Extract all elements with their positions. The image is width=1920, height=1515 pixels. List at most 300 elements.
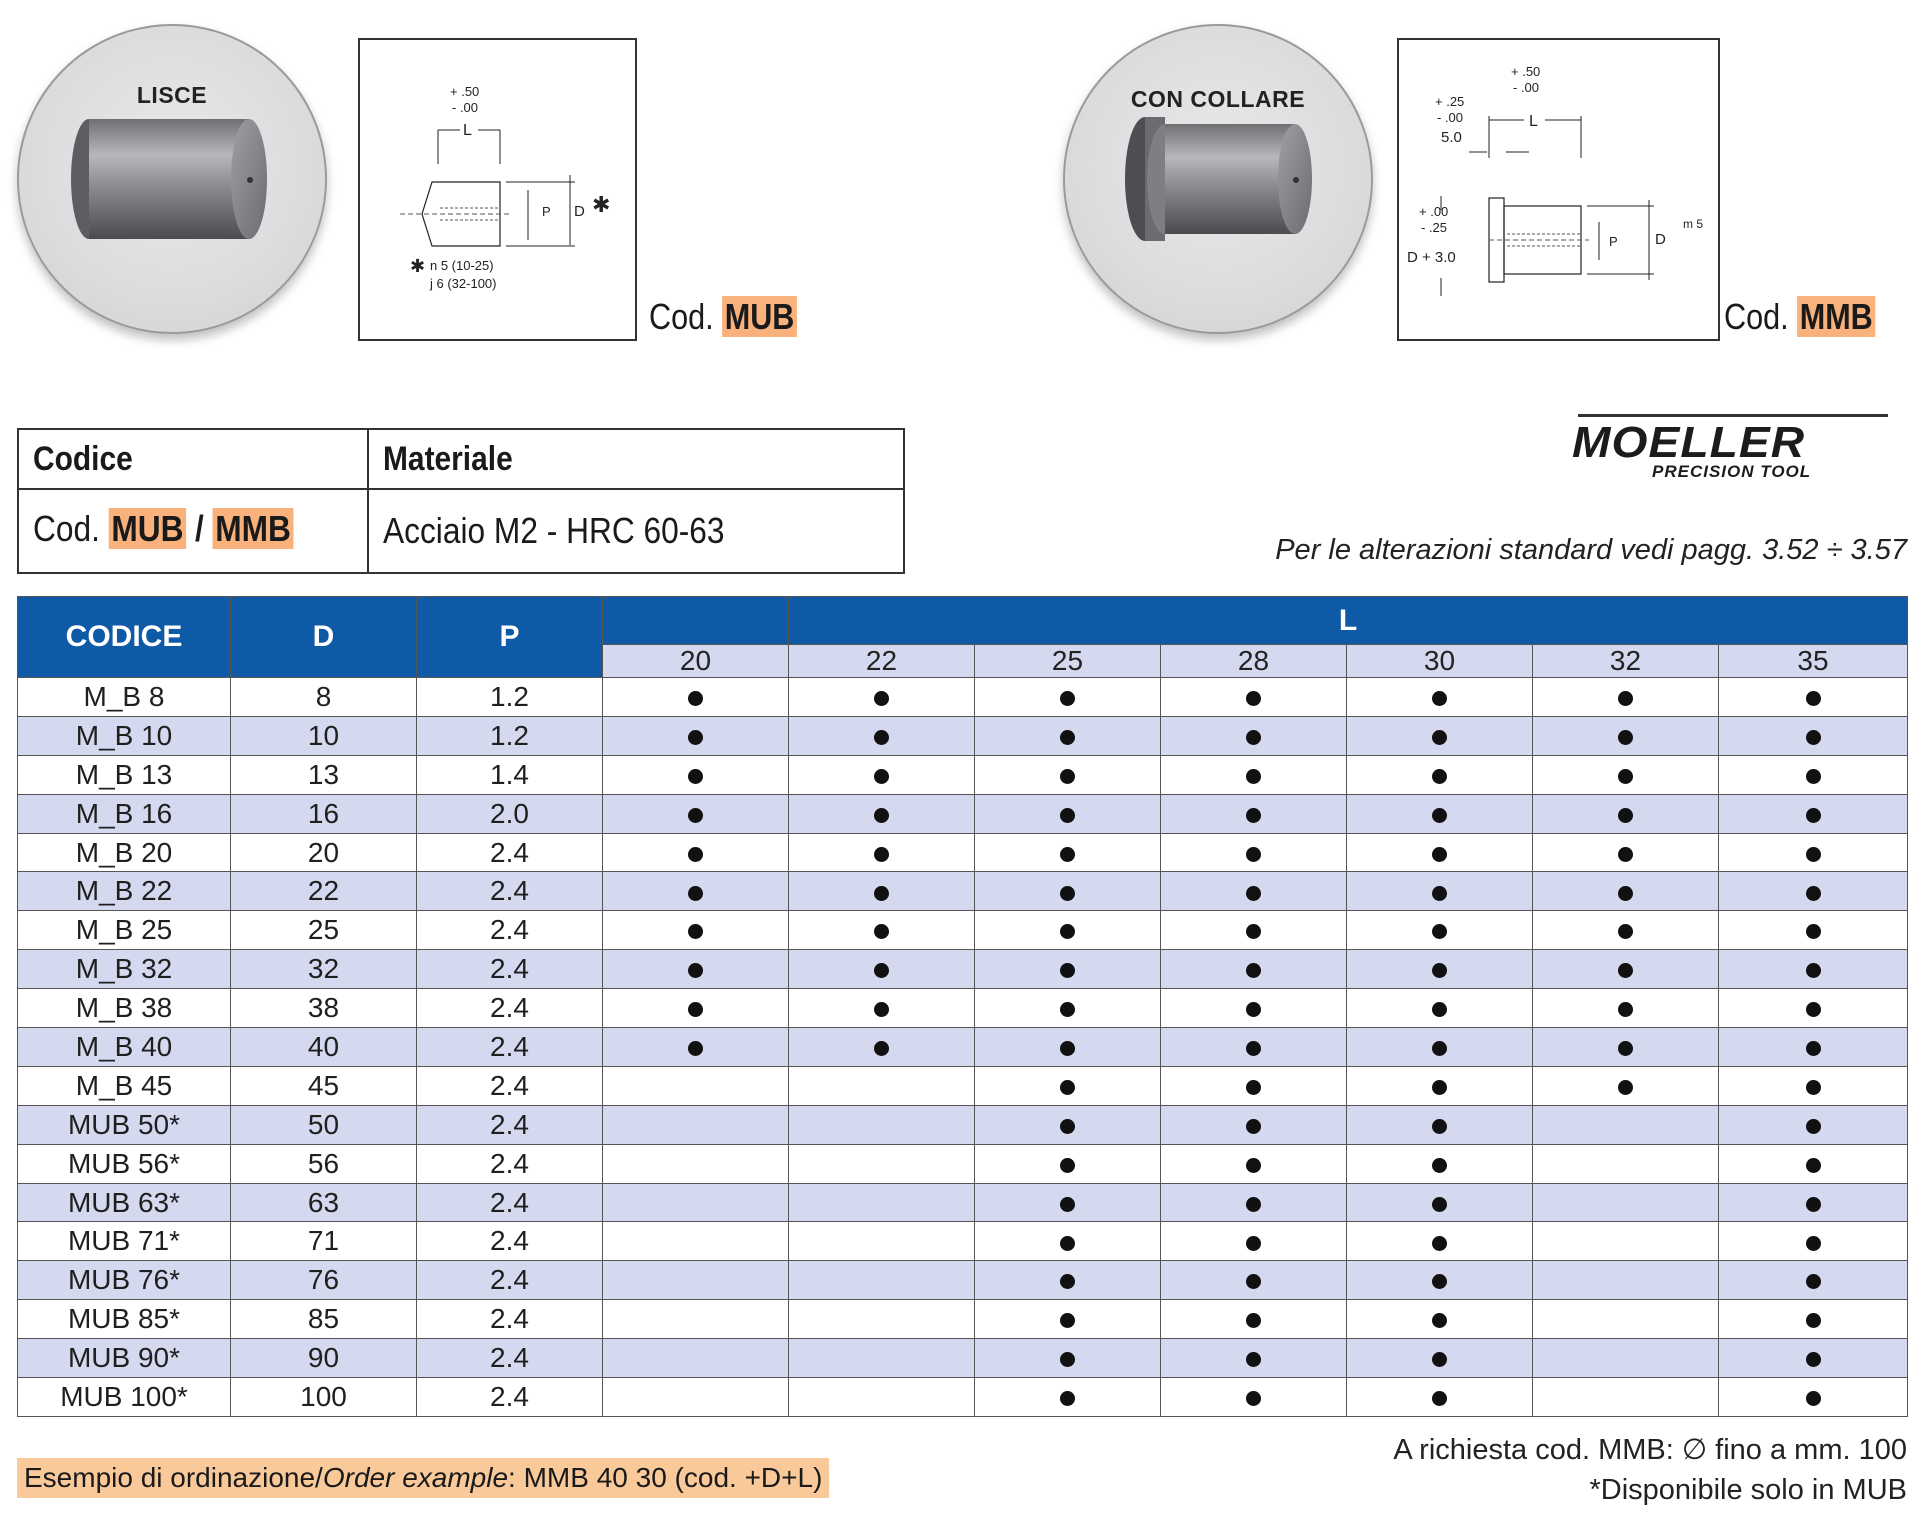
cell-availability	[789, 1261, 975, 1300]
table-row	[18, 989, 1908, 1028]
svg-text:+ .50: + .50	[450, 84, 480, 99]
available-dot	[1060, 1002, 1075, 1017]
available-dot	[688, 924, 703, 939]
cell-availability	[603, 989, 789, 1028]
available-dot	[1060, 1197, 1075, 1212]
svg-text:m 5: m 5	[1683, 217, 1704, 231]
product-image-con-collare	[1063, 24, 1373, 334]
cell-availability	[603, 1028, 789, 1067]
available-dot	[874, 847, 889, 862]
available-dot	[1060, 1041, 1075, 1056]
svg-text:n 5 (10-25): n 5 (10-25)	[430, 258, 494, 273]
cell-availability	[1347, 833, 1533, 872]
cell-availability	[975, 872, 1161, 911]
cell-availability	[1161, 1339, 1347, 1378]
material-value: Acciaio M2 - HRC 60-63	[383, 510, 725, 551]
cell-code: M_B 40	[18, 1028, 231, 1067]
cell-availability	[603, 872, 789, 911]
available-dot	[1806, 769, 1821, 784]
available-dot	[1060, 1080, 1075, 1095]
available-dot	[1432, 1002, 1447, 1017]
cell-d: 16	[231, 794, 417, 833]
table-row	[18, 1183, 1908, 1222]
available-dot	[1432, 691, 1447, 706]
table-row	[18, 716, 1908, 755]
cell-availability	[975, 794, 1161, 833]
available-dot	[1060, 1391, 1075, 1406]
available-dot	[1618, 730, 1633, 745]
cell-d: 25	[231, 911, 417, 950]
cell-d: 13	[231, 755, 417, 794]
available-dot	[1432, 1041, 1447, 1056]
available-dot	[1806, 963, 1821, 978]
cell-availability	[1533, 833, 1719, 872]
cell-availability	[1347, 872, 1533, 911]
l-value-header: 35	[1719, 645, 1908, 678]
cell-availability	[1533, 1105, 1719, 1144]
svg-text:D: D	[574, 203, 585, 220]
cell-availability	[975, 950, 1161, 989]
available-dot	[1806, 1158, 1821, 1173]
cell-d: 85	[231, 1300, 417, 1339]
cell-availability	[1161, 1144, 1347, 1183]
cell-d: 22	[231, 872, 417, 911]
available-dot	[1246, 1352, 1261, 1367]
table-row	[18, 1300, 1908, 1339]
available-dot	[1060, 886, 1075, 901]
available-dot	[874, 769, 889, 784]
table-row	[18, 1144, 1908, 1183]
l-value-header: 30	[1347, 645, 1533, 678]
cell-code: MUB 100*	[18, 1378, 231, 1417]
cell-availability	[1347, 1300, 1533, 1339]
cell-availability	[975, 1144, 1161, 1183]
cell-availability	[789, 872, 975, 911]
available-dot	[1806, 1041, 1821, 1056]
cell-availability	[1161, 1222, 1347, 1261]
cell-code: M_B 10	[18, 716, 231, 755]
cell-availability	[789, 1378, 975, 1417]
cell-availability	[789, 989, 975, 1028]
available-dot	[1060, 1274, 1075, 1289]
cell-p: 1.2	[417, 716, 603, 755]
available-dot	[1806, 1119, 1821, 1134]
cell-availability	[1533, 1144, 1719, 1183]
cell-availability	[1719, 1222, 1908, 1261]
available-dot	[1432, 1274, 1447, 1289]
cell-availability	[1161, 755, 1347, 794]
available-dot	[1806, 1080, 1821, 1095]
svg-text:+ .00: + .00	[1419, 204, 1449, 219]
available-dot	[1246, 1274, 1261, 1289]
cell-availability	[1719, 1378, 1908, 1417]
cell-availability	[1533, 794, 1719, 833]
cell-availability	[1533, 911, 1719, 950]
table-row	[18, 1339, 1908, 1378]
available-dot	[1618, 847, 1633, 862]
cell-availability	[1161, 1066, 1347, 1105]
cell-availability	[1161, 989, 1347, 1028]
svg-text:D + 3.0: D + 3.0	[1407, 249, 1456, 266]
available-dot	[1246, 1313, 1261, 1328]
available-dot	[1246, 1041, 1261, 1056]
svg-text:- .00: - .00	[1513, 80, 1540, 95]
available-dot	[1060, 808, 1075, 823]
cell-availability	[1719, 1261, 1908, 1300]
cell-code: M_B 20	[18, 833, 231, 872]
cell-availability	[975, 755, 1161, 794]
available-dot	[1246, 963, 1261, 978]
cell-availability	[1161, 1183, 1347, 1222]
available-dot	[1432, 769, 1447, 784]
cell-availability	[975, 1222, 1161, 1261]
note-on-request: A richiesta cod. MMB: ∅ fino a mm. 100	[1393, 1434, 1907, 1466]
cell-p: 2.4	[417, 1339, 603, 1378]
svg-text:L: L	[1529, 113, 1538, 130]
table-row	[18, 755, 1908, 794]
cell-availability	[1161, 911, 1347, 950]
cell-availability	[789, 833, 975, 872]
cell-p: 1.4	[417, 755, 603, 794]
cell-code: M_B 22	[18, 872, 231, 911]
product-label-lisce: LISCE	[136, 82, 208, 108]
cell-availability	[1347, 1378, 1533, 1417]
available-dot	[1618, 1080, 1633, 1095]
cell-d: 38	[231, 989, 417, 1028]
cell-availability	[1161, 1105, 1347, 1144]
col-header-l: L	[789, 597, 1908, 645]
available-dot	[1246, 1236, 1261, 1251]
cell-availability	[1719, 1028, 1908, 1067]
available-dot	[1246, 924, 1261, 939]
available-dot	[1246, 886, 1261, 901]
cell-availability	[603, 1144, 789, 1183]
drawing-con-collare	[1397, 38, 1720, 341]
available-dot	[1246, 1391, 1261, 1406]
cell-availability	[1719, 755, 1908, 794]
cell-availability	[789, 755, 975, 794]
cell-availability	[1533, 1261, 1719, 1300]
cell-availability	[789, 794, 975, 833]
cell-availability	[975, 716, 1161, 755]
cell-d: 100	[231, 1378, 417, 1417]
available-dot	[688, 886, 703, 901]
cell-d: 40	[231, 1028, 417, 1067]
cell-availability	[1533, 755, 1719, 794]
cell-availability	[603, 794, 789, 833]
available-dot	[1432, 1236, 1447, 1251]
table-row	[18, 1028, 1908, 1067]
svg-text:✱: ✱	[410, 256, 426, 276]
cell-code: M_B 16	[18, 794, 231, 833]
collar-pin-illustration	[1065, 26, 1371, 332]
available-dot	[1806, 730, 1821, 745]
cell-availability	[975, 1028, 1161, 1067]
available-dot	[1806, 886, 1821, 901]
cell-d: 8	[231, 678, 417, 717]
available-dot	[1246, 1158, 1261, 1173]
cell-d: 20	[231, 833, 417, 872]
available-dot	[1618, 1002, 1633, 1017]
available-dot	[1806, 1352, 1821, 1367]
available-dot	[1618, 769, 1633, 784]
cell-availability	[1719, 950, 1908, 989]
available-dot	[1060, 924, 1075, 939]
cell-availability	[603, 833, 789, 872]
available-dot	[1060, 691, 1075, 706]
cell-availability	[1347, 1028, 1533, 1067]
cell-availability	[789, 678, 975, 717]
available-dot	[1060, 1236, 1075, 1251]
cell-code: M_B 13	[18, 755, 231, 794]
available-dot	[1806, 1391, 1821, 1406]
cell-availability	[1719, 1105, 1908, 1144]
cell-p: 2.4	[417, 1378, 603, 1417]
cell-availability	[603, 1222, 789, 1261]
cell-availability	[1347, 1183, 1533, 1222]
available-dot	[1432, 1352, 1447, 1367]
table-row	[18, 1261, 1908, 1300]
cell-availability	[975, 1300, 1161, 1339]
svg-text:P: P	[1609, 234, 1618, 249]
cell-availability	[789, 1144, 975, 1183]
cell-code: M_B 38	[18, 989, 231, 1028]
available-dot	[874, 924, 889, 939]
available-dot	[1432, 1391, 1447, 1406]
svg-text:5.0: 5.0	[1441, 129, 1462, 146]
available-dot	[688, 808, 703, 823]
cell-code: MUB 76*	[18, 1261, 231, 1300]
cell-availability	[603, 950, 789, 989]
cell-availability	[975, 1105, 1161, 1144]
cell-d: 76	[231, 1261, 417, 1300]
cell-availability	[1533, 716, 1719, 755]
available-dot	[1432, 808, 1447, 823]
svg-text:- .00: - .00	[452, 100, 479, 115]
cell-availability	[603, 911, 789, 950]
material-header-code: Codice	[33, 440, 133, 478]
cell-d: 45	[231, 1066, 417, 1105]
table-row	[18, 911, 1908, 950]
drawing-lisce	[358, 38, 637, 341]
cell-availability	[1161, 794, 1347, 833]
cell-availability	[1347, 1222, 1533, 1261]
available-dot	[1060, 1313, 1075, 1328]
available-dot	[1246, 1119, 1261, 1134]
cell-availability	[1161, 678, 1347, 717]
cell-code: MUB 63*	[18, 1183, 231, 1222]
cell-availability	[603, 1261, 789, 1300]
table-row	[18, 1105, 1908, 1144]
available-dot	[1246, 1197, 1261, 1212]
product-image-lisce	[17, 24, 327, 334]
cell-availability	[1347, 911, 1533, 950]
cell-availability	[603, 1378, 789, 1417]
svg-text:D: D	[1655, 231, 1666, 248]
available-dot	[1432, 1080, 1447, 1095]
available-dot	[1060, 730, 1075, 745]
cell-availability	[789, 911, 975, 950]
available-dot	[688, 963, 703, 978]
cell-code: MUB 50*	[18, 1105, 231, 1144]
cell-availability	[1161, 950, 1347, 989]
cell-availability	[603, 1300, 789, 1339]
l-value-header: 28	[1161, 645, 1347, 678]
col-header-code: CODICE	[18, 597, 231, 678]
cell-availability	[1719, 989, 1908, 1028]
available-dot	[1432, 963, 1447, 978]
svg-text:P: P	[542, 204, 551, 219]
cell-availability	[975, 1378, 1161, 1417]
cell-availability	[1161, 1261, 1347, 1300]
available-dot	[1432, 847, 1447, 862]
available-dot	[874, 886, 889, 901]
available-dot	[1246, 730, 1261, 745]
cell-p: 1.2	[417, 678, 603, 717]
cell-d: 71	[231, 1222, 417, 1261]
available-dot	[1618, 963, 1633, 978]
svg-text:+ .50: + .50	[1511, 64, 1541, 79]
available-dot	[688, 1041, 703, 1056]
cell-availability	[1719, 678, 1908, 717]
available-dot	[1246, 808, 1261, 823]
available-dot	[1618, 691, 1633, 706]
cell-availability	[1161, 872, 1347, 911]
cell-p: 2.4	[417, 1300, 603, 1339]
available-dot	[1618, 924, 1633, 939]
available-dot	[1806, 1197, 1821, 1212]
cell-code: M_B 8	[18, 678, 231, 717]
cell-availability	[1347, 1105, 1533, 1144]
cell-availability	[789, 1105, 975, 1144]
cell-availability	[1533, 1300, 1719, 1339]
cell-p: 2.4	[417, 989, 603, 1028]
cell-code: MUB 56*	[18, 1144, 231, 1183]
cell-p: 2.4	[417, 833, 603, 872]
cell-availability	[1533, 1339, 1719, 1378]
available-dot	[1246, 1002, 1261, 1017]
available-dot	[1246, 847, 1261, 862]
available-dot	[1060, 769, 1075, 784]
cell-code: M_B 25	[18, 911, 231, 950]
table-row	[18, 678, 1908, 717]
table-row	[18, 833, 1908, 872]
cell-availability	[1533, 1378, 1719, 1417]
cell-availability	[1533, 1183, 1719, 1222]
material-header-material: Materiale	[383, 440, 513, 478]
cell-d: 32	[231, 950, 417, 989]
cell-p: 2.0	[417, 794, 603, 833]
cell-p: 2.4	[417, 872, 603, 911]
cell-availability	[1719, 872, 1908, 911]
cell-availability	[789, 1028, 975, 1067]
cell-availability	[1533, 1028, 1719, 1067]
pin-illustration	[19, 26, 325, 332]
code-label-mmb: Cod. MMB	[1724, 296, 1875, 338]
cell-availability	[975, 1261, 1161, 1300]
col-header-blank	[603, 597, 789, 645]
cell-availability	[1719, 716, 1908, 755]
table-row	[18, 1378, 1908, 1417]
cell-availability	[1533, 1222, 1719, 1261]
moeller-logo: MOELLER PRECISION TOOL	[1572, 414, 1902, 484]
table-row	[18, 794, 1908, 833]
available-dot	[874, 963, 889, 978]
cell-availability	[789, 1222, 975, 1261]
available-dot	[1060, 847, 1075, 862]
available-dot	[688, 691, 703, 706]
order-example: Esempio di ordinazione/Order example: MMB 40 30 (cod. +D+L)	[17, 1458, 829, 1498]
cell-availability	[603, 678, 789, 717]
available-dot	[1618, 1041, 1633, 1056]
cell-d: 56	[231, 1144, 417, 1183]
cell-availability	[789, 716, 975, 755]
available-dot	[874, 808, 889, 823]
cell-code: M_B 32	[18, 950, 231, 989]
cell-code: MUB 90*	[18, 1339, 231, 1378]
product-label-con-collare: CON COLLARE	[1130, 86, 1306, 112]
available-dot	[874, 1002, 889, 1017]
available-dot	[1246, 769, 1261, 784]
cell-d: 50	[231, 1105, 417, 1144]
available-dot	[1806, 691, 1821, 706]
cell-p: 2.4	[417, 1183, 603, 1222]
available-dot	[1806, 847, 1821, 862]
svg-text:+ .25: + .25	[1435, 94, 1465, 109]
cell-p: 2.4	[417, 1028, 603, 1067]
table-row	[18, 1222, 1908, 1261]
alterations-note: Per le alterazioni standard vedi pagg. 3.52 ÷ 3.57	[1275, 534, 1907, 566]
svg-text:- .25: - .25	[1421, 220, 1448, 235]
available-dot	[1246, 691, 1261, 706]
cell-availability	[1161, 1378, 1347, 1417]
cell-availability	[1347, 794, 1533, 833]
material-table	[17, 428, 905, 574]
cell-availability	[975, 833, 1161, 872]
available-dot	[1060, 1352, 1075, 1367]
table-row	[18, 950, 1908, 989]
cell-availability	[789, 1066, 975, 1105]
cell-code: MUB 71*	[18, 1222, 231, 1261]
cell-availability	[1161, 716, 1347, 755]
cell-availability	[603, 1339, 789, 1378]
cell-availability	[1347, 1339, 1533, 1378]
table-row	[18, 872, 1908, 911]
available-dot	[1806, 1313, 1821, 1328]
available-dot	[874, 730, 889, 745]
available-dot	[1060, 1119, 1075, 1134]
cell-d: 63	[231, 1183, 417, 1222]
cell-availability	[1347, 678, 1533, 717]
dimension-table	[17, 596, 1908, 1417]
table-row	[18, 1066, 1908, 1105]
cell-availability	[603, 1183, 789, 1222]
cell-availability	[789, 1183, 975, 1222]
cell-p: 2.4	[417, 1261, 603, 1300]
cell-d: 90	[231, 1339, 417, 1378]
available-dot	[1060, 963, 1075, 978]
available-dot	[688, 730, 703, 745]
cell-availability	[1719, 1066, 1908, 1105]
available-dot	[874, 1041, 889, 1056]
cell-availability	[1719, 833, 1908, 872]
cell-code: MUB 85*	[18, 1300, 231, 1339]
cell-availability	[1347, 755, 1533, 794]
available-dot	[1432, 1197, 1447, 1212]
cell-availability	[789, 1339, 975, 1378]
available-dot	[1432, 886, 1447, 901]
cell-availability	[789, 950, 975, 989]
